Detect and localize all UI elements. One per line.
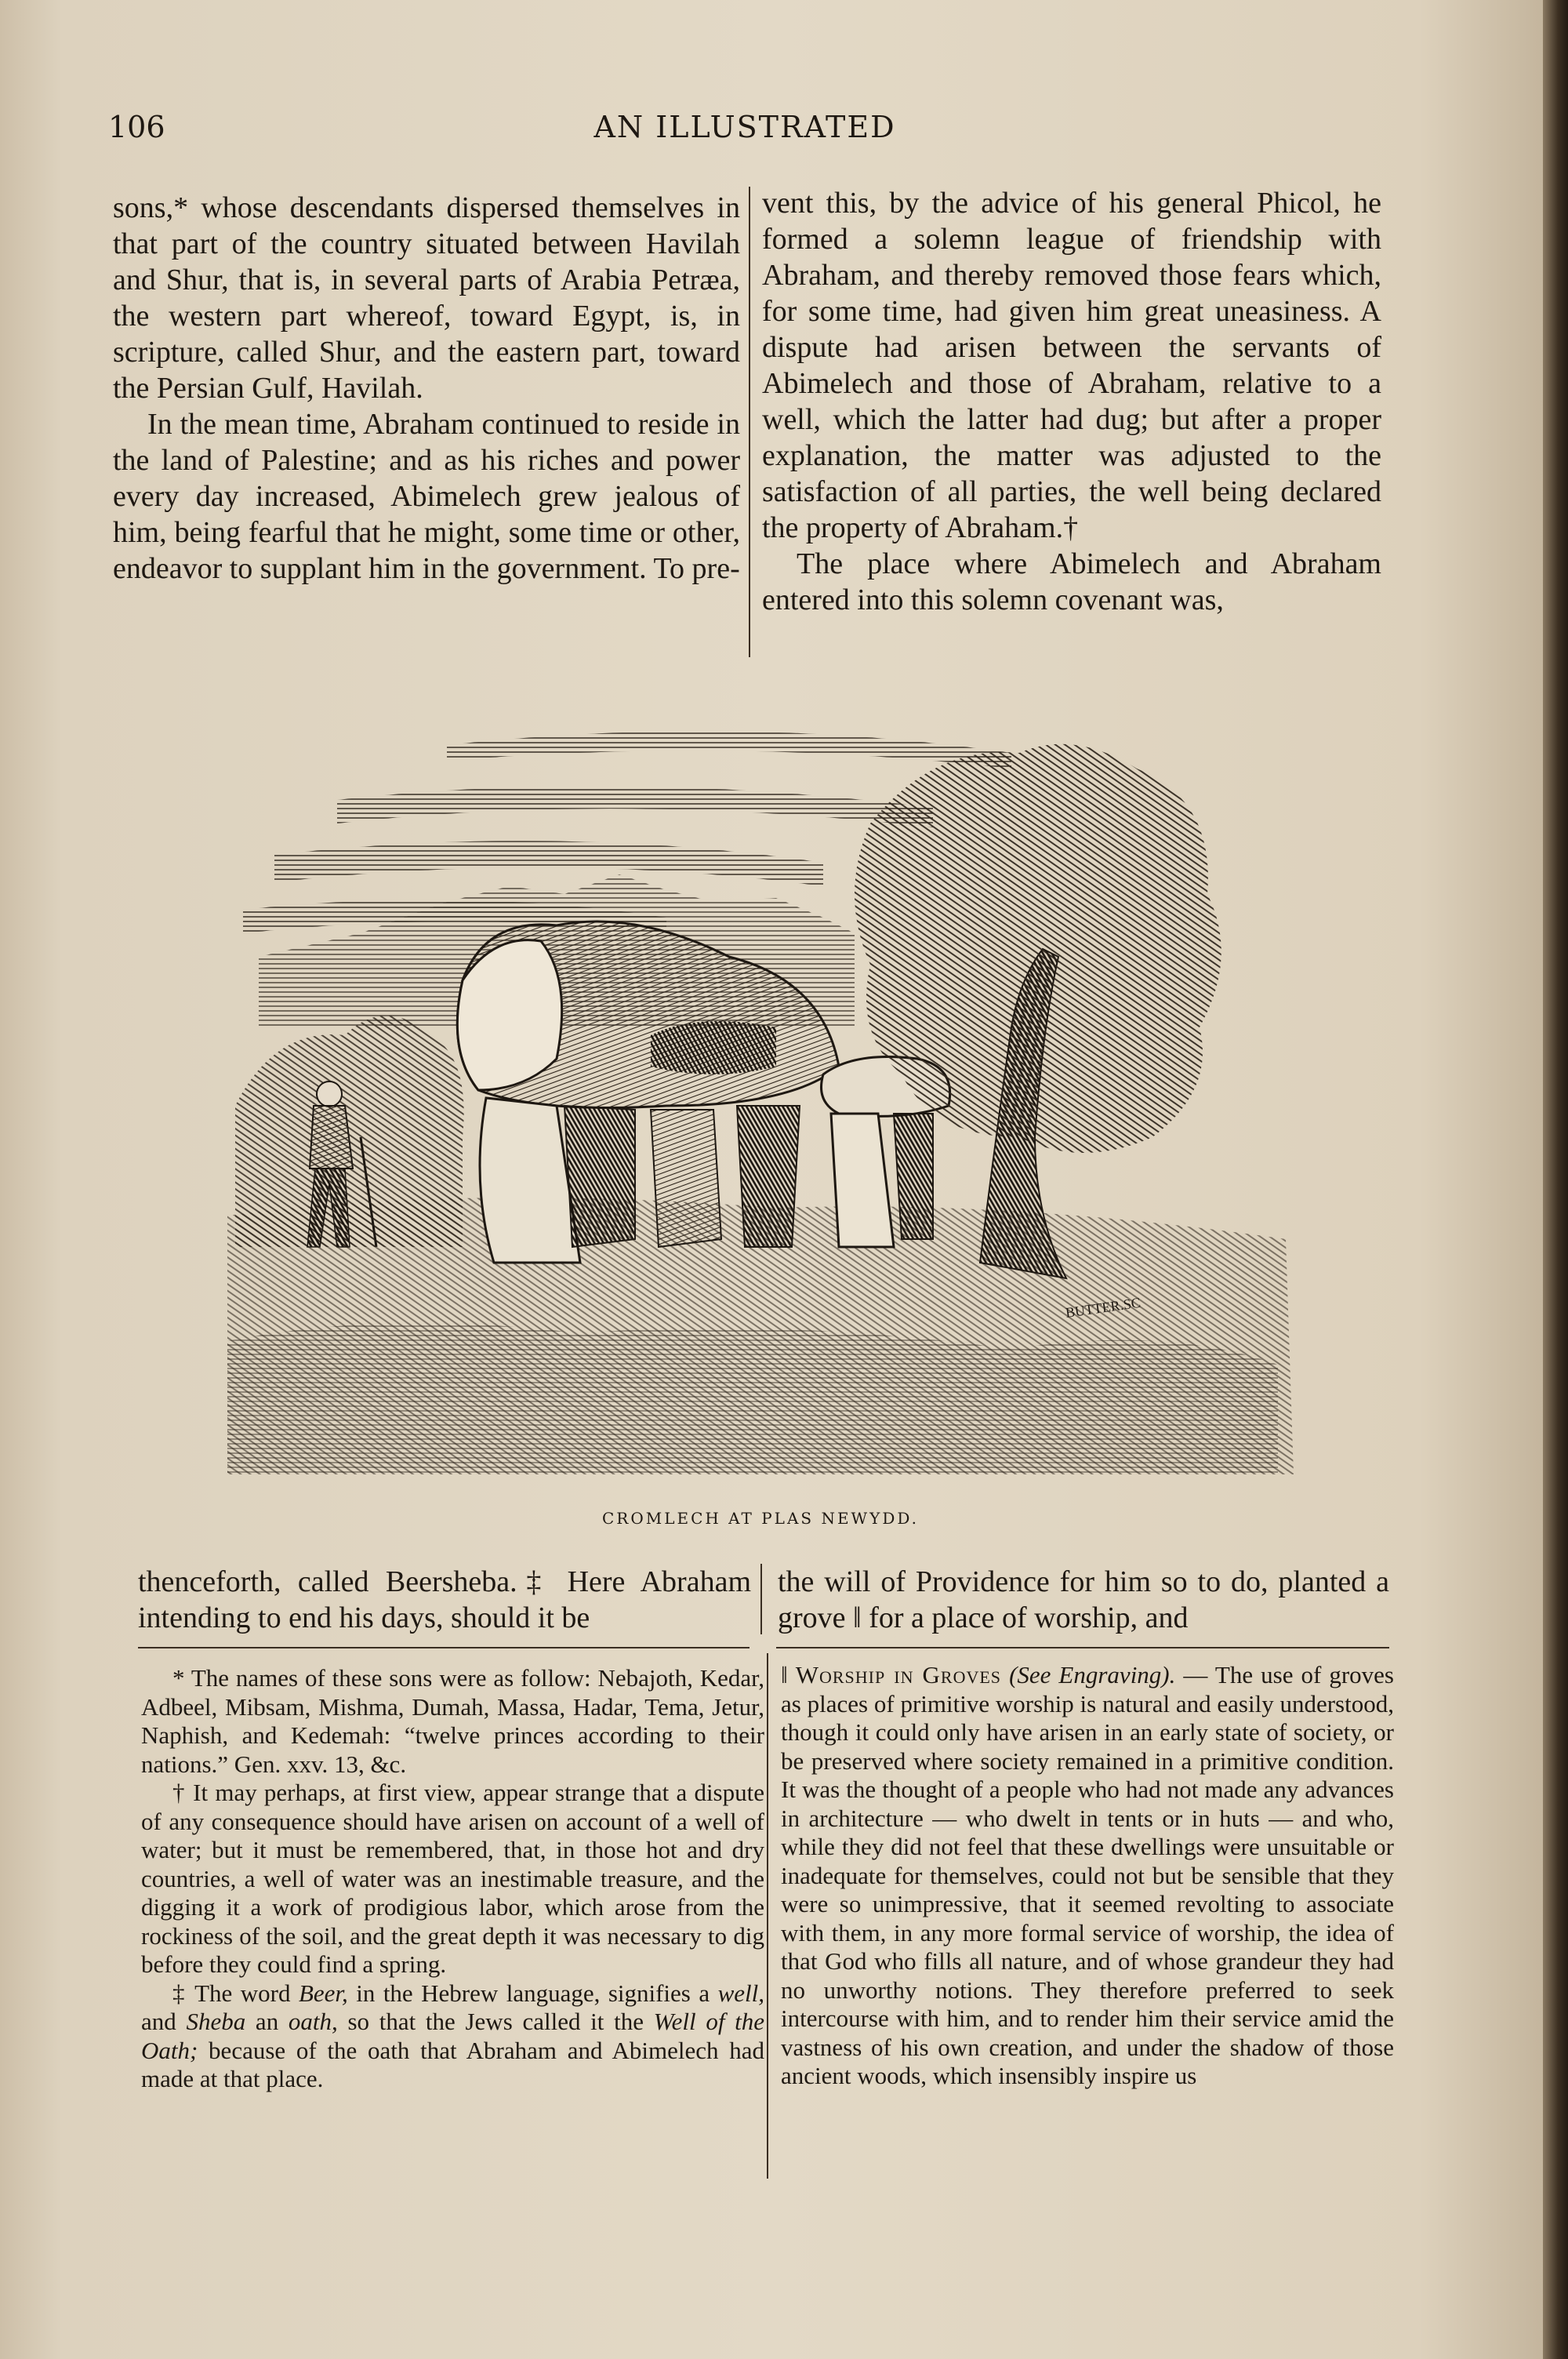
footnote-4 <box>781 1661 1394 2091</box>
mid-left-column <box>138 1564 751 1636</box>
engraver-signature: BUTTER.SC <box>1064 1294 1142 1321</box>
footnotes-right <box>781 1661 1394 2091</box>
footnote-body: The use of groves as places of primitive worship is natural and easily understood, though it could only have arisen in an early state of society, or be preserved where society remained in a primitive condition. It was the thought of a people who had not made any advances in architecture — who dwelt in tents or in huts — and who, while they did not feel that these dwellings were unsuitable or inadequate for themselves, could not but be sensible that they were so unimpressive, that it seemed revolting to associate with them, in any more formal service of worship, the idea of that God who fills all nature, and of whose grandeur they had no unworthy notions. They therefore preferred to seek intercourse with him, and to render him their service amid the vastness of his own creation, and under the shadow of those ancient woods, which insensibly inspire us <box>781 1661 1394 2089</box>
footnote-term: Beer, <box>298 1979 348 2007</box>
footnote-term: oath, <box>288 2008 338 2035</box>
footnote-3 <box>141 1979 764 2094</box>
paragraph: the will of Providence for him so to do, planted a grove ‖ for a place of worship, and <box>778 1565 1389 1634</box>
footnote-1: * The names of these sons were as follow: Nebajoth, Kedar, Adbeel, Mibsam, Mishma, Dumah, Massa, Hadar, Tema, Jetur, Naphish, and Kedemah: “twelve princes according to their nations.” Gen. xxv. 13, &c. <box>141 1664 764 1778</box>
footnote-term: well, <box>717 1979 764 2007</box>
left-bushes <box>235 1016 464 1247</box>
running-title: AN ILLUSTRATED <box>593 110 896 144</box>
paragraph: In the mean time, Abraham continued to reside in the land of Palestine; and as his riches and power every day increased, Abimelech grew jealous of him, being fearful that he might, some time or other, endeavor to supplant him in the government. To pre- <box>113 408 740 585</box>
column-rule <box>749 187 750 657</box>
footnote-text: and <box>141 2008 187 2035</box>
footnote-2: † It may perhaps, at first view, appear strange that a dispute of any consequence should have arisen on account of a well of water; but it must be remembered, that, in those hot and dry countries, a well of water was an inestimable treasure, and the digging it a work of prodigious labor, which arose from the rockiness of the soil, and the great depth it was necessary to dig before they could find a spring. <box>141 1779 764 1978</box>
footnote-term: Well of the Oath; <box>141 2008 765 2064</box>
top-right-column <box>762 185 1381 618</box>
column-rule <box>760 1564 762 1634</box>
footnotes-left <box>141 1664 764 2094</box>
footnote-text: so that the Jews called it the <box>337 2008 654 2035</box>
foreground-grass <box>227 1323 1278 1474</box>
mid-right-column <box>778 1564 1389 1636</box>
footnote-rule <box>776 1647 1389 1648</box>
cromlech-engraving <box>227 698 1294 1474</box>
figure-caption: CROMLECH AT PLAS NEWYDD. <box>601 1509 920 1528</box>
paragraph: sons,* whose descendants dispersed themselves in that part of the country situated between Havilah and Shur, that is, in several parts of Arabia Petræa, the western part whereof, toward Egypt, is, in scripture, called Shur, and the eastern part, toward the Persian Gulf, Havilah. <box>113 191 740 405</box>
footnote-heading: Worship in Groves <box>795 1661 1002 1688</box>
footnote-term: Sheba <box>186 2008 246 2035</box>
paragraph: vent this, by the advice of his general Phicol, he formed a solemn league of friendship with Abraham, and thereby removed those fears which, for some time, had given him great uneasiness. A dispute had arisen between the servants of Abimelech and those of Abraham, relative to a well, which the latter had dug; but after a proper explanation, the matter was adjusted to the satisfaction of all parties, the well being declared the property of Abraham.† <box>762 187 1381 544</box>
book-binding-edge <box>1543 0 1568 2359</box>
column-rule <box>767 1653 768 2179</box>
footnote-text: in the Hebrew language, signifies a <box>347 1979 718 2007</box>
footnote-mark: ‖ <box>781 1661 796 1688</box>
page-number: 106 <box>108 110 165 144</box>
paragraph: The place where Abimelech and Abraham entered into this solemn covenant was, <box>762 547 1381 616</box>
footnote-text: because of the oath that Abraham and Abimelech had made at that place. <box>141 2036 764 2092</box>
footnote-rule <box>138 1647 750 1648</box>
footnote-text: ‡ The word <box>172 1979 299 2007</box>
footnote-text: an <box>245 2008 289 2035</box>
top-left-column <box>113 190 740 587</box>
footnote-dash: — <box>1175 1661 1208 1688</box>
paragraph: thenceforth, called Beersheba.‡ Here Abraham intending to end his days, should it be <box>138 1565 751 1634</box>
footnote-reference: (See Engraving). <box>1009 1661 1176 1688</box>
